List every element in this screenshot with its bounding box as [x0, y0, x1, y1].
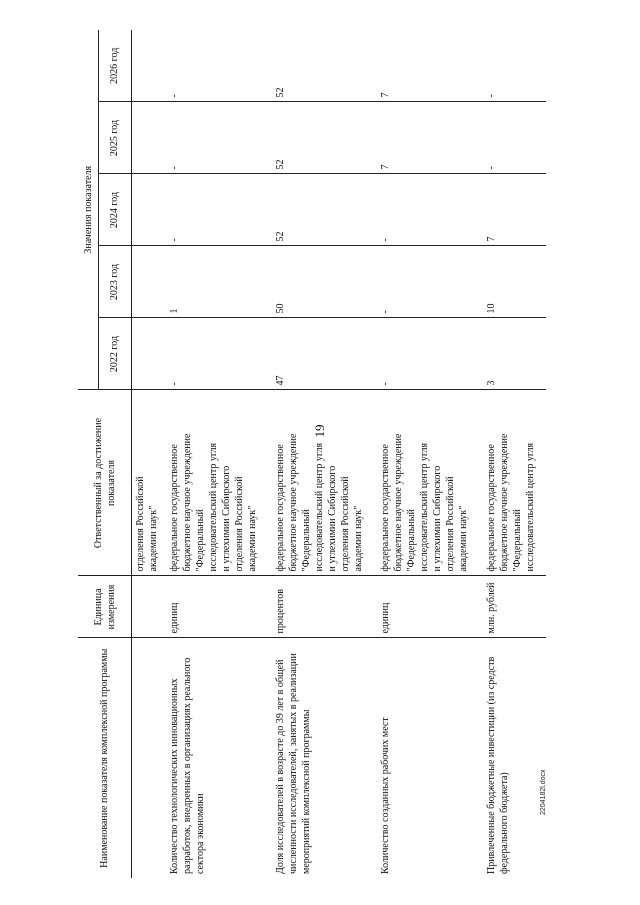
continuation-row: [132, 30, 166, 878]
indicator-value-2026: -: [483, 30, 546, 102]
indicator-unit: процентов: [272, 576, 378, 638]
continuation-unit: [132, 576, 166, 638]
header-year-2026: 2026 год: [99, 30, 132, 102]
indicator-value-2026: 7: [377, 30, 483, 102]
indicator-value-2026: 52: [272, 30, 378, 102]
continuation-value: [132, 102, 166, 174]
indicator-value-2024: -: [166, 174, 272, 246]
header-year-2025: 2025 год: [99, 102, 132, 174]
indicator-responsible: федеральное государственное бюджетное научное учреждение "Федеральный исследовательский центр угля и углехимии Сибирского отделения Российской академии наук": [272, 390, 378, 576]
indicator-name: Количество технологических инновационных разработок, внедренных в организациях реального сектора экономики: [168, 657, 206, 874]
indicator-value-2025: -: [166, 102, 272, 174]
table-row: [272, 30, 378, 878]
indicator-value-2025: -: [483, 102, 546, 174]
table-row: [483, 30, 546, 878]
indicator-name: Доля исследователей в возрасте до 39 лет в общей численности исследователей, занятых в реализации мероприятий комплексной программы: [274, 653, 312, 874]
page-number: 19: [312, 424, 327, 438]
indicator-value-2025: 7: [377, 102, 483, 174]
indicator-value-2023: 50: [272, 246, 378, 318]
indicator-value-2022: -: [377, 318, 483, 390]
header-values-group: Значения показателя: [78, 30, 99, 390]
table-row: [166, 30, 272, 878]
indicator-value-2024: 52: [272, 174, 378, 246]
header-year-2023: 2023 год: [99, 246, 132, 318]
indicator-value-2023: -: [377, 246, 483, 318]
continuation-value: [132, 318, 166, 390]
indicator-value-2023: 1: [166, 246, 272, 318]
indicator-responsible: федеральное государственное бюджетное научное учреждение "Федеральный исследовательский центр угля и углехимии Сибирского отделения Российской академии наук": [377, 390, 483, 576]
indicator-name: Количество созданных рабочих мест: [380, 717, 392, 874]
indicator-unit: единиц: [166, 576, 272, 638]
indicator-responsible: федеральное государственное бюджетное научное учреждение "Федеральный исследовательский центр угля и углехимии Сибирского отделения Российской академии наук": [166, 390, 272, 576]
continuation-name: [132, 638, 166, 878]
indicators-table-wrapper: [78, 30, 546, 878]
indicator-value-2025: 52: [272, 102, 378, 174]
header-unit: Единица измерения: [78, 576, 132, 638]
indicator-value-2024: 7: [483, 174, 546, 246]
indicator-value-2022: 47: [272, 318, 378, 390]
header-responsible: Ответственный за достижение показателя: [78, 390, 132, 576]
indicator-value-2022: -: [166, 318, 272, 390]
indicator-unit: единиц: [377, 576, 483, 638]
continuation-value: [132, 174, 166, 246]
indicator-value-2022: 3: [483, 318, 546, 390]
continuation-value: [132, 30, 166, 102]
header-year-2024: 2024 год: [99, 174, 132, 246]
indicators-table: [78, 30, 546, 878]
indicator-value-2023: 10: [483, 246, 546, 318]
indicator-name: Привлеченные бюджетные инвестиции (из средств федерального бюджета): [486, 656, 511, 874]
header-row: [78, 30, 99, 878]
header-year-2022: 2022 год: [99, 318, 132, 390]
header-name: Наименование показателя комплексной программы: [78, 638, 132, 878]
table-row: [377, 30, 483, 878]
continuation-value: [132, 246, 166, 318]
indicator-unit: млн. рублей: [483, 576, 546, 638]
indicator-value-2024: -: [377, 174, 483, 246]
indicator-responsible: федеральное государственное бюджетное научное учреждение "Федеральный исследовательский центр угля: [483, 390, 546, 576]
indicator-value-2026: -: [166, 30, 272, 102]
continuation-responsible: отделения Российской академии наук": [132, 390, 166, 576]
document-id: 2204182l.docx: [540, 769, 547, 815]
